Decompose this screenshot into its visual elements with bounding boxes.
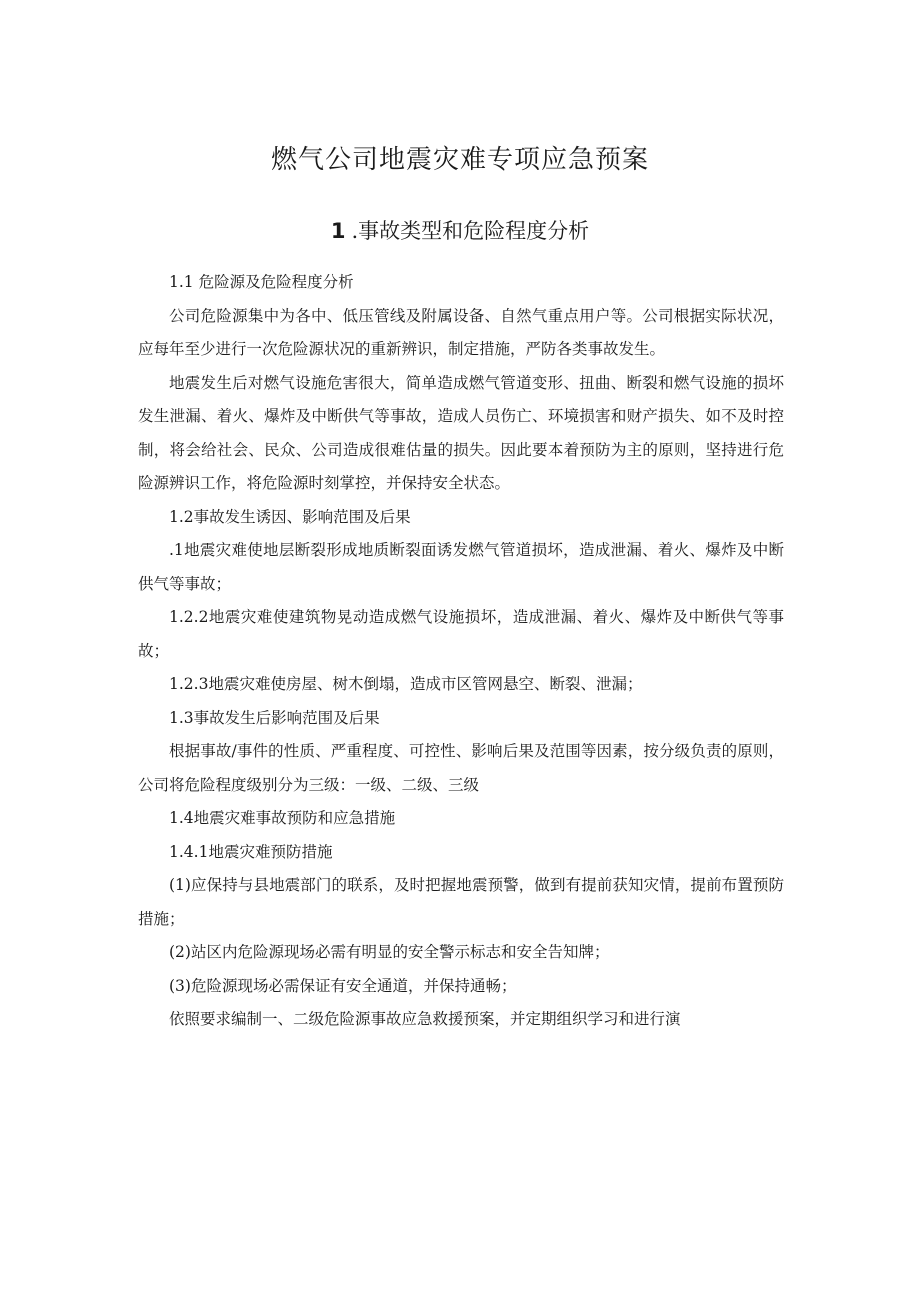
subsection-heading: 1.1 危险源及危险程度分析: [169, 273, 354, 291]
subsection-heading: 1.2事故发生诱因、影响范围及后果: [169, 507, 411, 526]
section-heading: [0, 213, 920, 249]
document-title: 燃气公司地震灾难专项应急预案: [270, 145, 649, 175]
subsection-heading: 1.4地震灾难事故预防和应急措施: [169, 809, 396, 827]
paragraph: 1.2.2地震灾难使建筑物晃动造成燃气设施损坏，造成泄漏、着火、爆炸及中断供气等事故；: [138, 608, 784, 660]
subsection-heading: 1.3事故发生后影响范围及后果: [169, 708, 380, 727]
list-item: (3)危险源现场必需保证有安全通道，并保持通畅；: [169, 976, 517, 995]
paragraph: 公司危险源集中为各中、低压管线及附属设备、自然气重点用户等。公司根据实际状况，应每年至少进行一次危险源状况的重新辨识，制定措施，严防各类事故发生。: [138, 306, 784, 358]
section-title: .事故类型和危险程度分析: [351, 219, 590, 243]
paragraph: 1.2.3地震灾难使房屋、树木倒塌，造成市区管网悬空、断裂、泄漏；: [169, 675, 643, 693]
paragraph: 依照要求编制一、二级危险源事故应急救援预案，并定期组织学习和进行演: [169, 1010, 681, 1028]
list-item: (2)站区内危险源现场必需有明显的安全警示标志和安全告知牌；: [169, 943, 610, 961]
paragraph: 地震发生后对燃气设施危害很大，简单造成燃气管道变形、扭曲、断裂和燃气设施的损坏发生泄漏、着火、爆炸及中断供气等事故，造成人员伤亡、环境损害和财产损失、如不及时控制，将会给社会、民众、公司造成很难估量的损失。因此要本着预防为主的原则，坚持进行危险源辨识工作，将危险源时刻掌控，并保持安全状态。: [138, 373, 784, 492]
subsection-heading: 1.4.1地震灾难预防措施: [169, 842, 333, 861]
list-item: (1)应保持与县地震部门的联系，及时把握地震预警，做到有提前获知灾情，提前布置预防措施；: [138, 876, 784, 928]
document-body: [138, 266, 784, 1037]
section-number: 1: [330, 219, 346, 243]
paragraph: .1地震灾难使地层断裂形成地质断裂面诱发燃气管道损坏，造成泄漏、着火、爆炸及中断供气等事故；: [138, 541, 784, 593]
paragraph: 根据事故/事件的性质、严重程度、可控性、影响后果及范围等因素，按分级负责的原则，公司将危险程度级别分为三级：一级、二级、三级: [138, 742, 784, 794]
